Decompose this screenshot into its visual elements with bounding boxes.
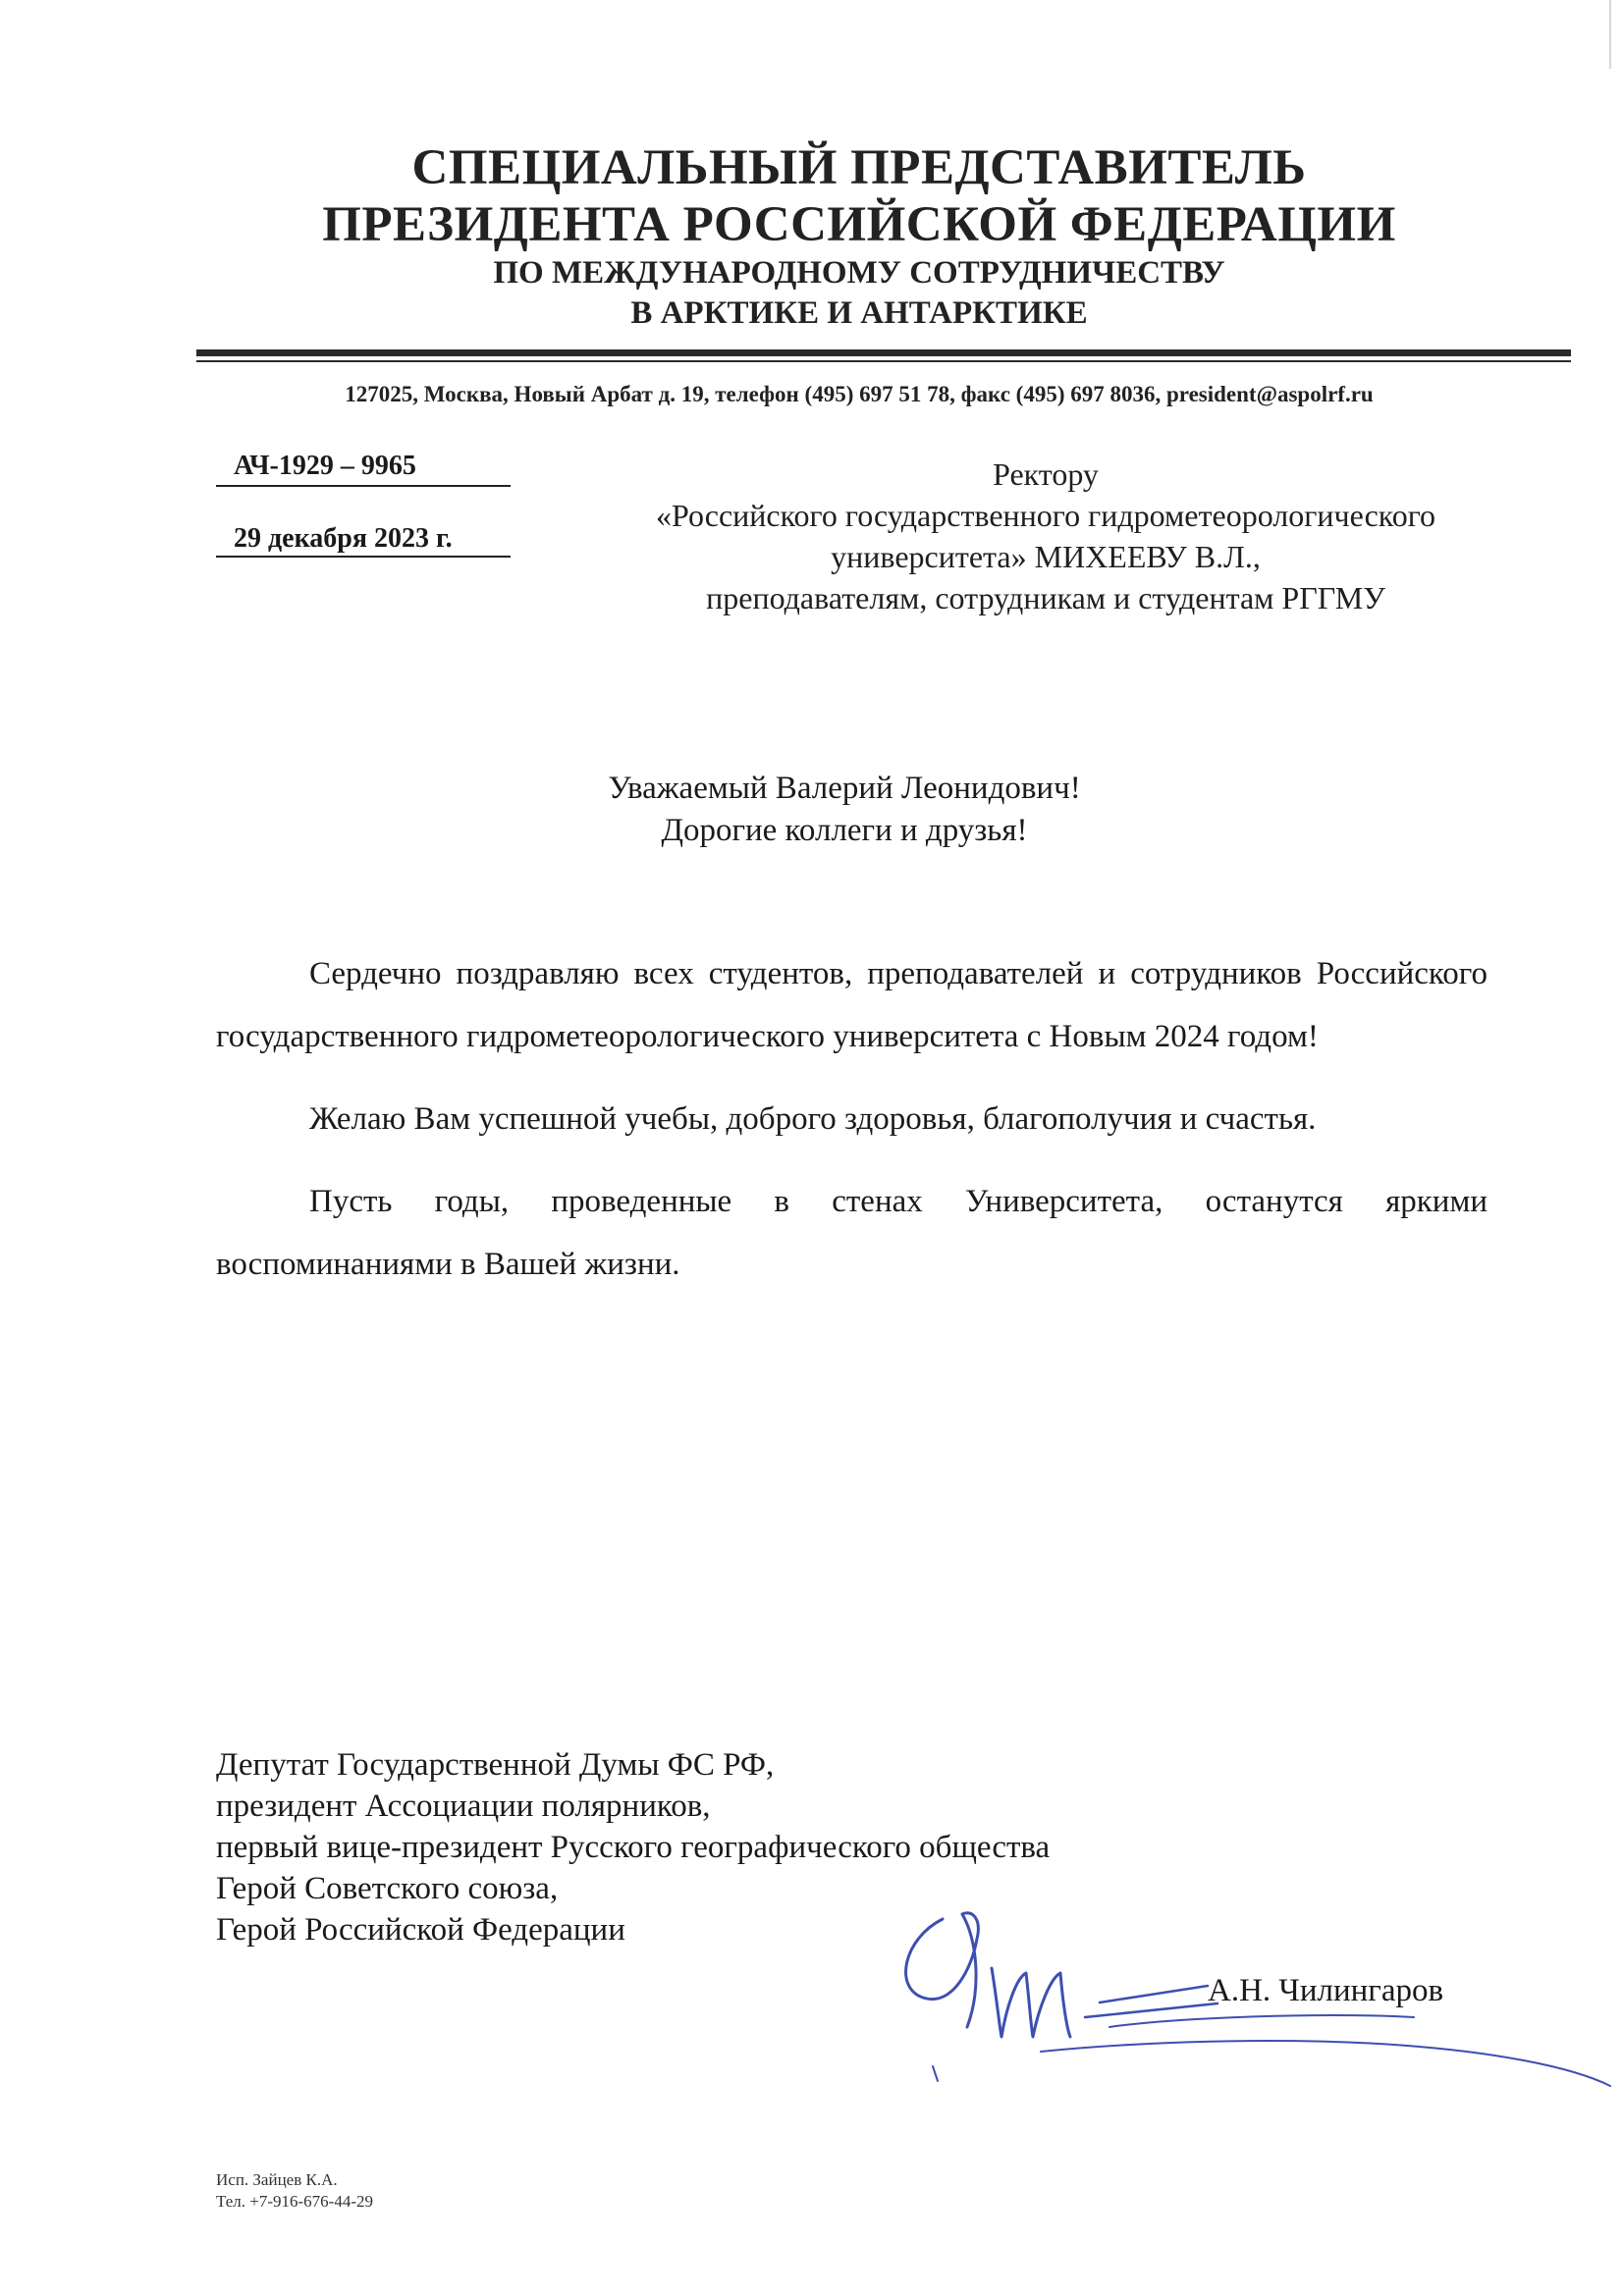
addressee-line-3: университета» МИХЕЕВУ В.Л.,: [831, 539, 1261, 574]
registration-date: 29 декабря 2023 г.: [234, 523, 453, 554]
signatory-title-1: Депутат Государственной Думы ФС РФ,: [216, 1747, 775, 1783]
registration-number: АЧ-1929 – 9965: [234, 451, 416, 481]
salutation: [373, 768, 1316, 852]
contact-address: 127025, Москва, Новый Арбат д. 19, телефон (495) 697 51 78, факс (495) 697 8036, president@aspolrf.ru: [345, 382, 1374, 406]
letterhead-rule-thick: [196, 349, 1571, 356]
signatory-name: А.Н. Чилингаров: [1208, 1973, 1444, 2008]
signatory-title-4: Герой Советского союза,: [216, 1871, 559, 1906]
letterhead: [196, 139, 1522, 334]
letterhead-line-3: ПО МЕЖДУНАРОДНОМУ СОТРУДНИЧЕСТВУ: [493, 255, 1225, 291]
body-paragraph-2: Желаю Вам успешной учебы, доброго здоровья, благополучия и счастья.: [309, 1101, 1317, 1137]
scan-edge-line: [1609, 0, 1611, 69]
executor-name: Исп. Зайцев К.А.: [216, 2170, 338, 2189]
addressee-line-4: преподавателям, сотрудникам и студентам РГГМУ: [706, 580, 1385, 615]
salutation-line-2: Дорогие коллеги и друзья!: [661, 813, 1028, 848]
body-paragraph-3: Пусть годы, проведенные в стенах Университета, останутся яркими воспоминаниями в Вашей жизни.: [216, 1184, 1488, 1282]
registration-date-underline: [216, 556, 511, 558]
salutation-line-1: Уважаемый Валерий Леонидович!: [608, 771, 1081, 806]
addressee-line-1: Ректору: [993, 456, 1099, 492]
signatory-title-5: Герой Российской Федерации: [216, 1912, 625, 1948]
addressee-block: [550, 454, 1542, 618]
executor-phone: Тел. +7-916-676-44-29: [216, 2192, 373, 2211]
addressee-line-2: «Российского государственного гидрометеорологического: [655, 498, 1436, 533]
letterhead-line-4: В АРКТИКЕ И АНТАРКТИКЕ: [630, 295, 1088, 331]
body-paragraph-1: Сердечно поздравляю всех студентов, преподавателей и сотрудников Российского государственного гидрометеорологического университета с Новым 2024 годом!: [216, 956, 1488, 1054]
executor-info: [216, 2169, 373, 2213]
letterhead-line-1: СПЕЦИАЛЬНЫЙ ПРЕДСТАВИТЕЛЬ: [411, 140, 1307, 195]
letter-body: [216, 942, 1488, 1315]
letterhead-rule-thin: [196, 360, 1571, 362]
registration-number-underline: [216, 485, 511, 487]
signatory-title-2: президент Ассоциации полярников,: [216, 1789, 711, 1824]
signatory-title-3: первый вице-президент Русского географического общества: [216, 1830, 1051, 1865]
letterhead-line-2: ПРЕЗИДЕНТА РОССИЙСКОЙ ФЕДЕРАЦИИ: [322, 197, 1396, 252]
